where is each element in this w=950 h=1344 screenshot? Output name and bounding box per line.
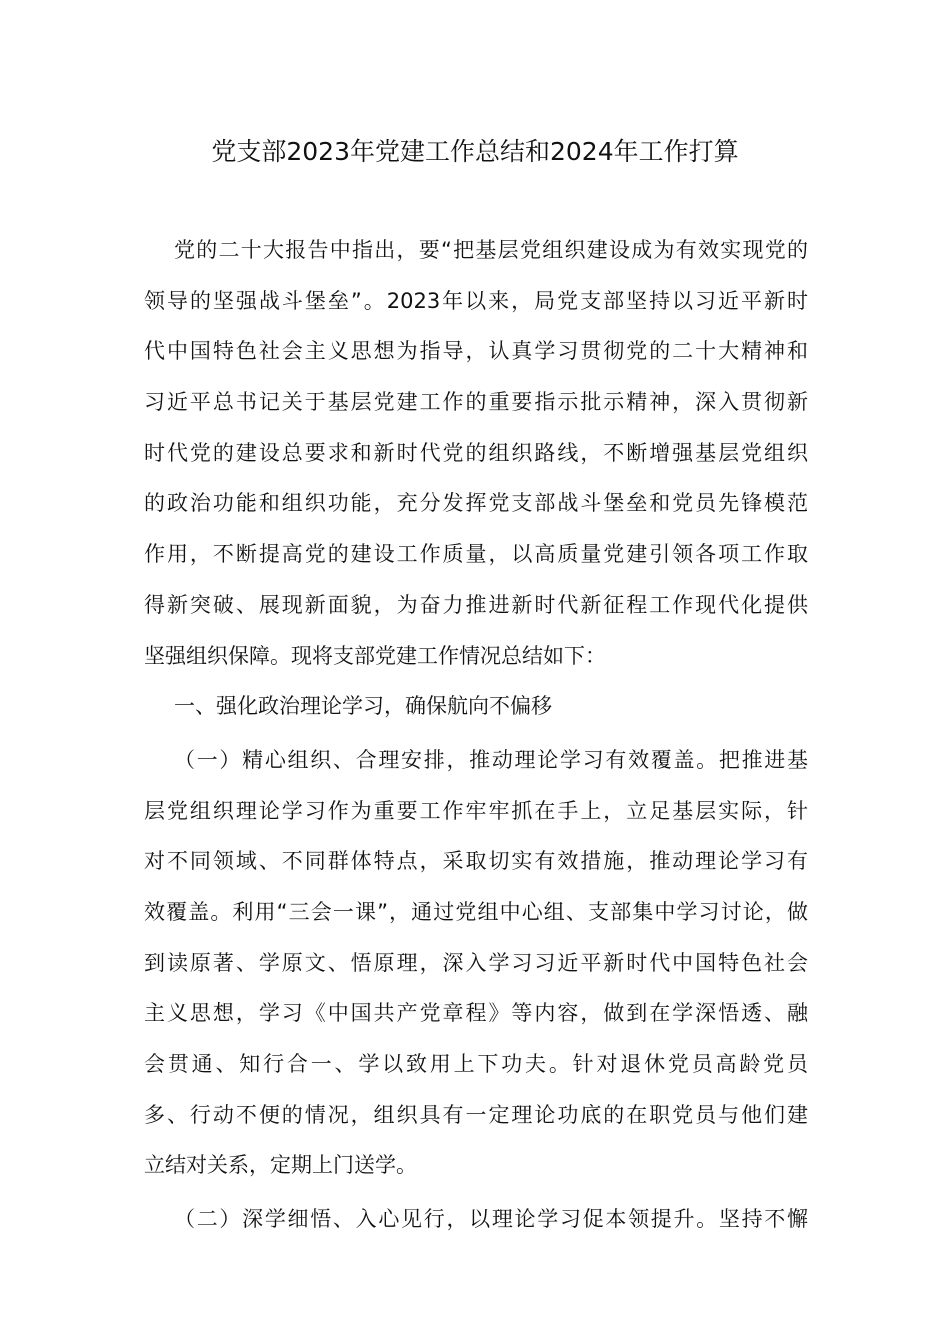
paragraph-line: 到读原著、学原文、悟原理，深入学习习近平新时代中国特色社会 xyxy=(144,950,808,975)
paragraph-line: 主义思想，学习《中国共产党章程》等内容，做到在学深悟透、融 xyxy=(144,1001,808,1026)
paragraph-line: 坚强组织保障。现将支部党建工作情况总结如下： xyxy=(144,643,606,668)
paragraph-line: 作用，不断提高党的建设工作质量，以高质量党建引领各项工作取 xyxy=(144,542,808,567)
paragraph-line: 会贯通、知行合一、学以致用上下功夫。针对退休党员高龄党员 xyxy=(144,1052,808,1076)
document-body xyxy=(144,230,808,1250)
paragraph-line: 对不同领域、不同群体特点，采取切实有效措施，推动理论学习有 xyxy=(144,849,808,874)
paragraph-line: 立结对关系，定期上门送学。 xyxy=(144,1153,417,1178)
paragraph-line: 党的二十大报告中指出，要“把基层党组织建设成为有效实现党的 xyxy=(174,238,808,262)
paragraph-line: 习近平总书记关于基层党建工作的重要指示批示精神，深入贯彻新 xyxy=(144,390,808,415)
section-heading: 一、强化政治理论学习，确保航向不偏移 xyxy=(174,694,552,719)
paragraph-line: 得新突破、展现新面貌，为奋力推进新时代新征程工作现代化提供 xyxy=(144,592,808,617)
paragraph-line: 的政治功能和组织功能，充分发挥党支部战斗堡垒和党员先锋模范 xyxy=(144,491,808,516)
paragraph-line: 领导的坚强战斗堡垒”。2023年以来，局党支部坚持以习近平新时 xyxy=(144,288,808,313)
paragraph-line: 效覆盖。利用“三会一课”，通过党组中心组、支部集中学习讨论，做 xyxy=(144,899,808,924)
paragraph-line: 层党组织理论学习作为重要工作牢牢抓在手上，立足基层实际，针 xyxy=(144,798,808,823)
paragraph-line: 多、行动不便的情况，组织具有一定理论功底的在职党员与他们建 xyxy=(144,1102,808,1127)
paragraph-line: （二）深学细悟、入心见行，以理论学习促本领提升。坚持不懈 xyxy=(174,1207,808,1232)
paragraph-line: 代中国特色社会主义思想为指导，认真学习贯彻党的二十大精神和 xyxy=(144,339,808,364)
paragraph-line: 时代党的建设总要求和新时代党的组织路线，不断增强基层党组织 xyxy=(144,440,808,465)
paragraph-line: （一）精心组织、合理安排，推动理论学习有效覆盖。把推进基 xyxy=(174,747,808,772)
page-title: 党支部2023年党建工作总结和2024年工作打算 xyxy=(211,137,739,166)
